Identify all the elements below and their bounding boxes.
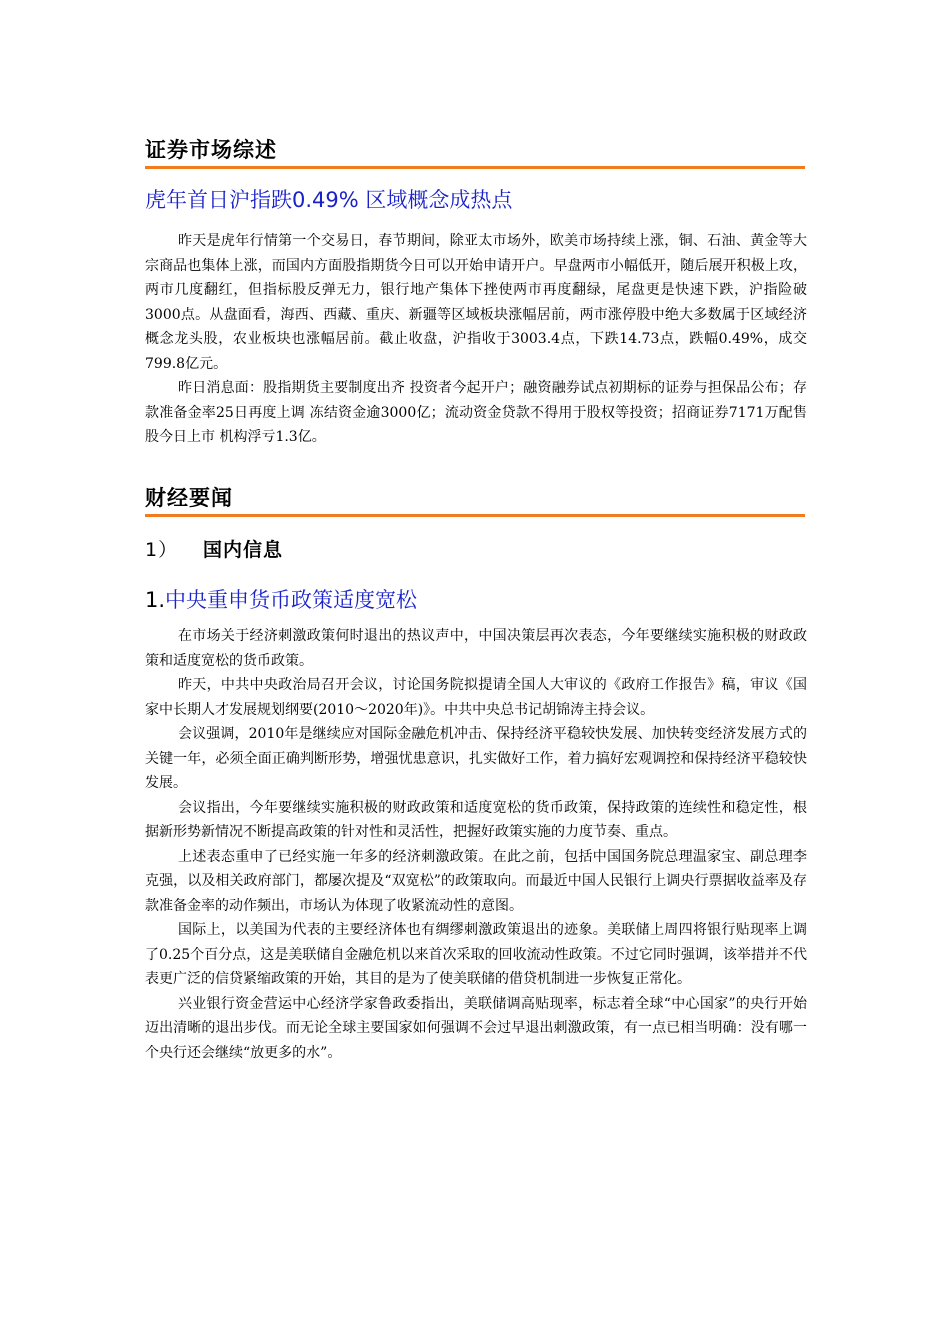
article-number: 1. [145,588,166,612]
paragraph: 兴业银行资金营运中心经济学家鲁政委指出，美联储调高贴现率，标志着全球“中心国家”的央行开始迈出清晰的退出步伐。而无论全球主要国家如何强调不会过早退出刺激政策，有一点已相当明确：没有哪一个央行还会继续“放更多的水”。 [145,995,807,1061]
article-title: 中央重申货币政策适度宽松 [165,588,418,612]
paragraph: 上述表态重申了已经实施一年多的经济刺激政策。在此之前，包括中国国务院总理温家宝、副总理李克强，以及相关政府部门，都屡次提及“双宽松”的政策取向。而最近中国人民银行上调央行票据收益率及存款准备金率的动作频出，市场认为体现了收紧流动性的意图。 [145,848,807,914]
paragraph: 昨日消息面：股指期货主要制度出齐 投资者今起开户；融资融券试点初期标的证券与担保品公布；存款准备金率25日再度上调 冻结资金逾3000亿；流动资金贷款不得用于股权等投资；招商证券7171万配售股今日上市 机构浮亏1.3亿。 [145,380,807,445]
paragraph: 昨天是虎年行情第一个交易日，春节期间，除亚太市场外，欧美市场持续上涨，铜、石油、黄金等大宗商品也集体上涨，而国内方面股指期货今日可以开始申请开户。早盘两市小幅低开，随后展开积极上攻，两市几度翻红，但指标股反弹无力，银行地产集体下挫使两市再度翻绿，尾盘更是快速下跌，沪指险破3000点。从盘面看，海西、西藏、重庆、新疆等区域板块涨幅居前，两市涨停股中绝大多数属于区域经济概念龙头股，农业板块也涨幅居前。截止收盘，沪指收于3003.4点，下跌14.73点，跌幅0.49%，成交799.8亿元。 [145,233,807,372]
market-overview-body [145,229,807,450]
article-headline [145,586,807,614]
subsection-number: 1） [145,539,179,561]
section-title-market-overview: 证券市场综述 [145,137,805,169]
paragraph: 会议指出，今年要继续实施积极的财政政策和适度宽松的货币政策，保持政策的连续性和稳定性，根据新形势新情况不断提高政策的针对性和灵活性，把握好政策实施的力度节奏、重点。 [145,799,807,840]
market-headline: 虎年首日沪指跌0.49% 区域概念成热点 [145,188,513,212]
paragraph: 会议强调，2010年是继续应对国际金融危机冲击、保持经济平稳较快发展、加快转变经济发展方式的关键一年，必须全面正确判断形势，增强忧患意识，扎实做好工作，着力搞好宏观调控和保持经济平稳较快发展。 [145,726,807,791]
paragraph: 在市场关于经济刺激政策何时退出的热议声中，中国决策层再次表态，今年要继续实施积极的财政政策和适度宽松的货币政策。 [145,628,807,669]
subsection-heading-domestic [145,537,283,563]
section-title-finance-news: 财经要闻 [145,485,805,517]
article-body [145,624,807,1065]
paragraph: 国际上，以美国为代表的主要经济体也有绸缪刺激政策退出的迹象。美联储上周四将银行贴现率上调了0.25个百分点，这是美联储自金融危机以来首次采取的回收流动性政策。不过它同时强调，该举措并不代表更广泛的信贷紧缩政策的开始，其目的是为了使美联储的借贷机制进一步恢复正常化。 [145,922,807,987]
subsection-label: 国内信息 [203,539,284,561]
paragraph: 昨天，中共中央政治局召开会议，讨论国务院拟提请全国人大审议的《政府工作报告》稿，审议《国家中长期人才发展规划纲要(2010～2020年)》。中共中央总书记胡锦涛主持会议。 [145,677,807,718]
